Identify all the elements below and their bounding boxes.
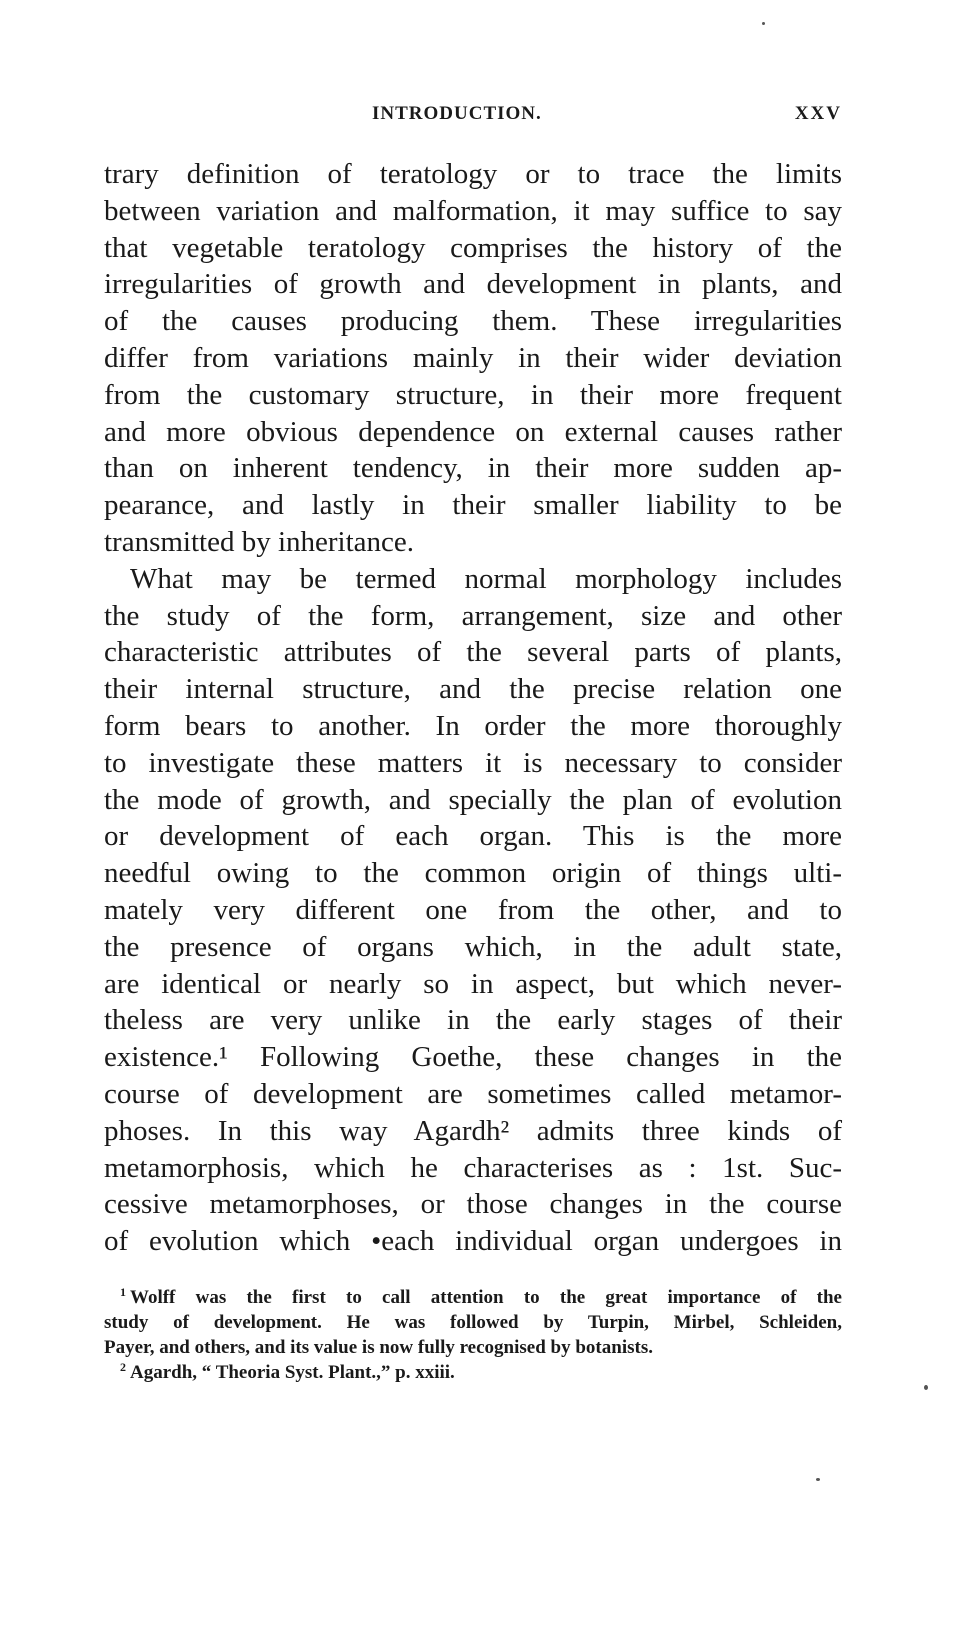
text-line: mately very different one from the other, and to [104,893,842,926]
text-line: or development of each organ. This is the more [104,820,842,853]
text-line: pearance, and lastly in their smaller liability to be [104,489,842,522]
text-line: of the causes producing them. These irregularities [104,305,842,338]
text-line: differ from variations mainly in their wider deviation [104,341,842,374]
scan-speck [762,22,765,25]
page-number: XXV [794,103,842,124]
footnotes [104,1285,842,1385]
text-line: What may be termed normal morphology includes [130,562,842,595]
scan-speck [816,1478,820,1481]
text-line: from the customary structure, in their more frequent [104,378,842,411]
text-line: form bears to another. In order the more thoroughly [104,709,842,742]
body-text [104,156,842,1260]
text-line: irregularities of growth and development in plants, and [104,268,842,301]
text-line: their internal structure, and the precise relation one [104,673,842,706]
footnote-1-line [104,1285,842,1310]
text-line: trary definition of teratology or to trace the limits [104,158,842,190]
text-line: the mode of growth, and specially the plan of evolution [104,783,842,816]
scan-speck [924,1385,928,1390]
footnote-2-line [104,1360,842,1385]
text-line: the presence of organs which, in the adult state, [104,930,842,963]
footnote-2-text: Agardh, “ Theoria Syst. Plant.,” p. xxiii. [130,1362,455,1383]
running-header [104,103,842,131]
text-line: course of development are sometimes called metamor- [104,1077,842,1110]
text-line: cessive metamorphoses, or those changes in the course [104,1188,842,1221]
footnote-2-marker: 2 [120,1359,126,1374]
text-line: to investigate these matters it is necessary to consider [104,746,842,779]
footnote-1-text: Wolff was the first to call attention to the great importance of the [130,1287,842,1308]
text-line: are identical or nearly so in aspect, but which never- [104,967,842,1000]
footnote-1-marker: 1 [120,1284,126,1299]
text-line: theless are very unlike in the early stages of their [104,1004,842,1037]
footnote-1-line: study of development. He was followed by Turpin, Mirbel, Schleiden, [104,1312,842,1333]
text-line: characteristic attributes of the several parts of plants, [104,636,842,669]
text-line: of evolution which •each individual organ undergoes in [104,1225,842,1258]
text-line: needful owing to the common origin of things ulti- [104,857,842,890]
text-line: phoses. In this way Agardh² admits three kinds of [104,1114,842,1147]
text-line: transmitted by inheritance. [104,525,415,558]
text-line: that vegetable teratology comprises the history of the [104,231,842,264]
text-line: than on inherent tendency, in their more sudden ap- [104,452,842,485]
text-line: and more obvious dependence on external causes rather [104,415,842,448]
text-line: the study of the form, arrangement, size and other [104,599,842,632]
text-line: between variation and malformation, it may suffice to say [104,194,842,227]
footnote-1-line: Payer, and others, and its value is now fully recognised by botanists. [104,1337,653,1358]
text-line: existence.¹ Following Goethe, these changes in the [104,1041,842,1074]
running-title: INTRODUCTION. [372,103,542,124]
text-line: metamorphosis, which he characterises as : 1st. Suc- [104,1151,842,1184]
